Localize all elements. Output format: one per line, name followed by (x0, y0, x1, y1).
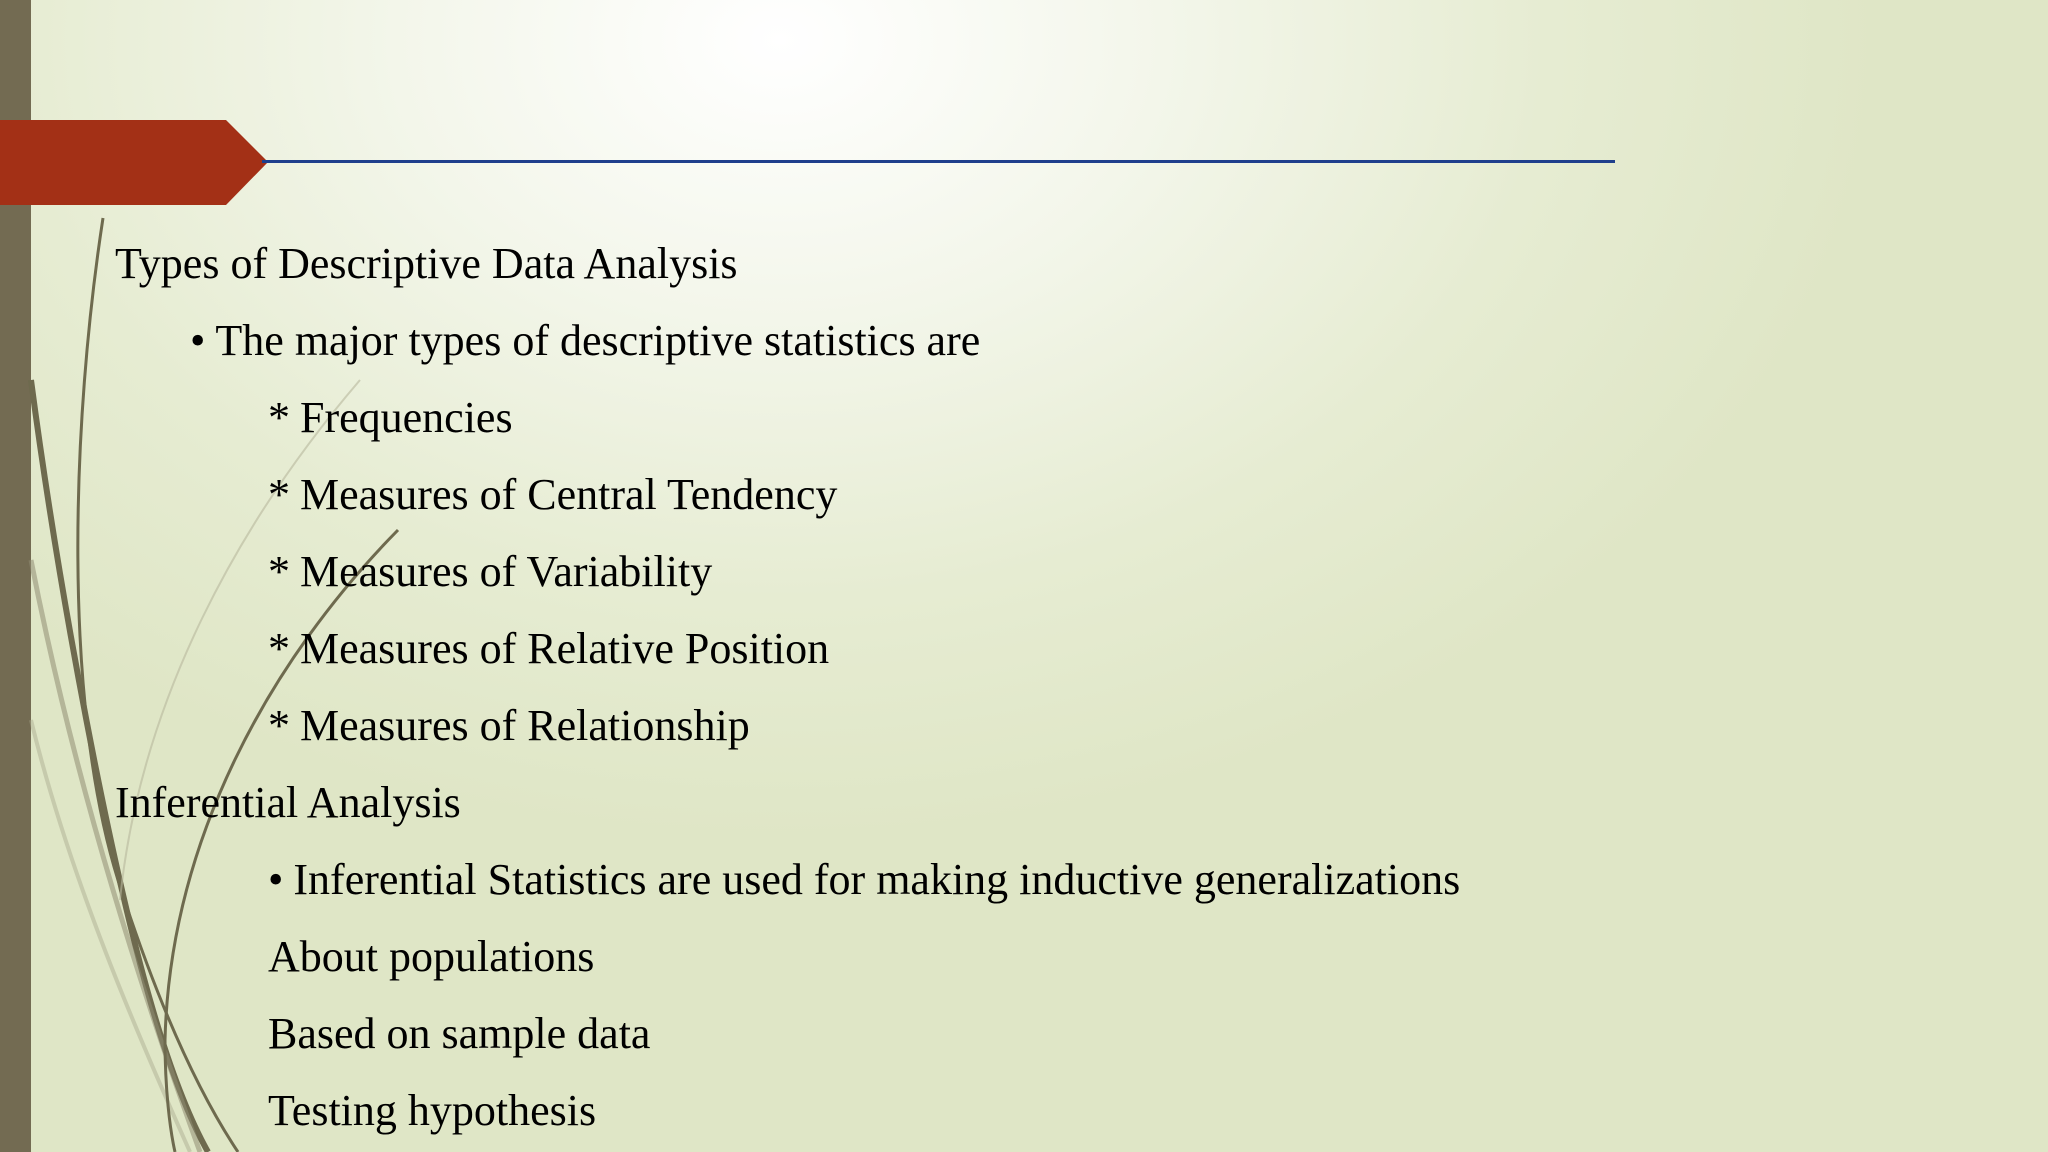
bullet-marker: • (268, 855, 284, 904)
list-item-relative-position (268, 621, 829, 677)
bullet-inferential-intro (268, 852, 1460, 908)
star-marker: * (268, 624, 290, 673)
list-item-text: Frequencies (300, 393, 513, 442)
heading-descriptive: Types of Descriptive Data Analysis (115, 239, 738, 288)
list-item-relationship (268, 698, 750, 754)
title-accent-tab (0, 120, 268, 205)
star-marker: * (268, 470, 290, 519)
list-item-frequencies (268, 390, 513, 446)
list-item-text: Measures of Variability (300, 547, 713, 596)
bullet-text: Inferential Statistics are used for making inductive generalizations (293, 855, 1461, 904)
bullet-text: The major types of descriptive statistics are (215, 316, 981, 365)
title-divider-line (262, 160, 1615, 163)
list-item-text: Measures of Relationship (300, 701, 750, 750)
star-marker: * (268, 393, 290, 442)
list-item-text: Measures of Relative Position (300, 624, 830, 673)
inferential-point-populations: About populations (268, 932, 595, 981)
list-item-variability (268, 544, 712, 600)
star-marker: * (268, 547, 290, 596)
list-item-central-tendency (268, 467, 837, 523)
heading-inferential: Inferential Analysis (115, 778, 461, 827)
list-item-text: Measures of Central Tendency (300, 470, 838, 519)
bullet-descriptive-intro (190, 313, 980, 369)
bullet-marker: • (190, 316, 206, 365)
star-marker: * (268, 701, 290, 750)
inferential-point-sample-data: Based on sample data (268, 1009, 651, 1058)
inferential-point-hypothesis: Testing hypothesis (268, 1086, 597, 1135)
